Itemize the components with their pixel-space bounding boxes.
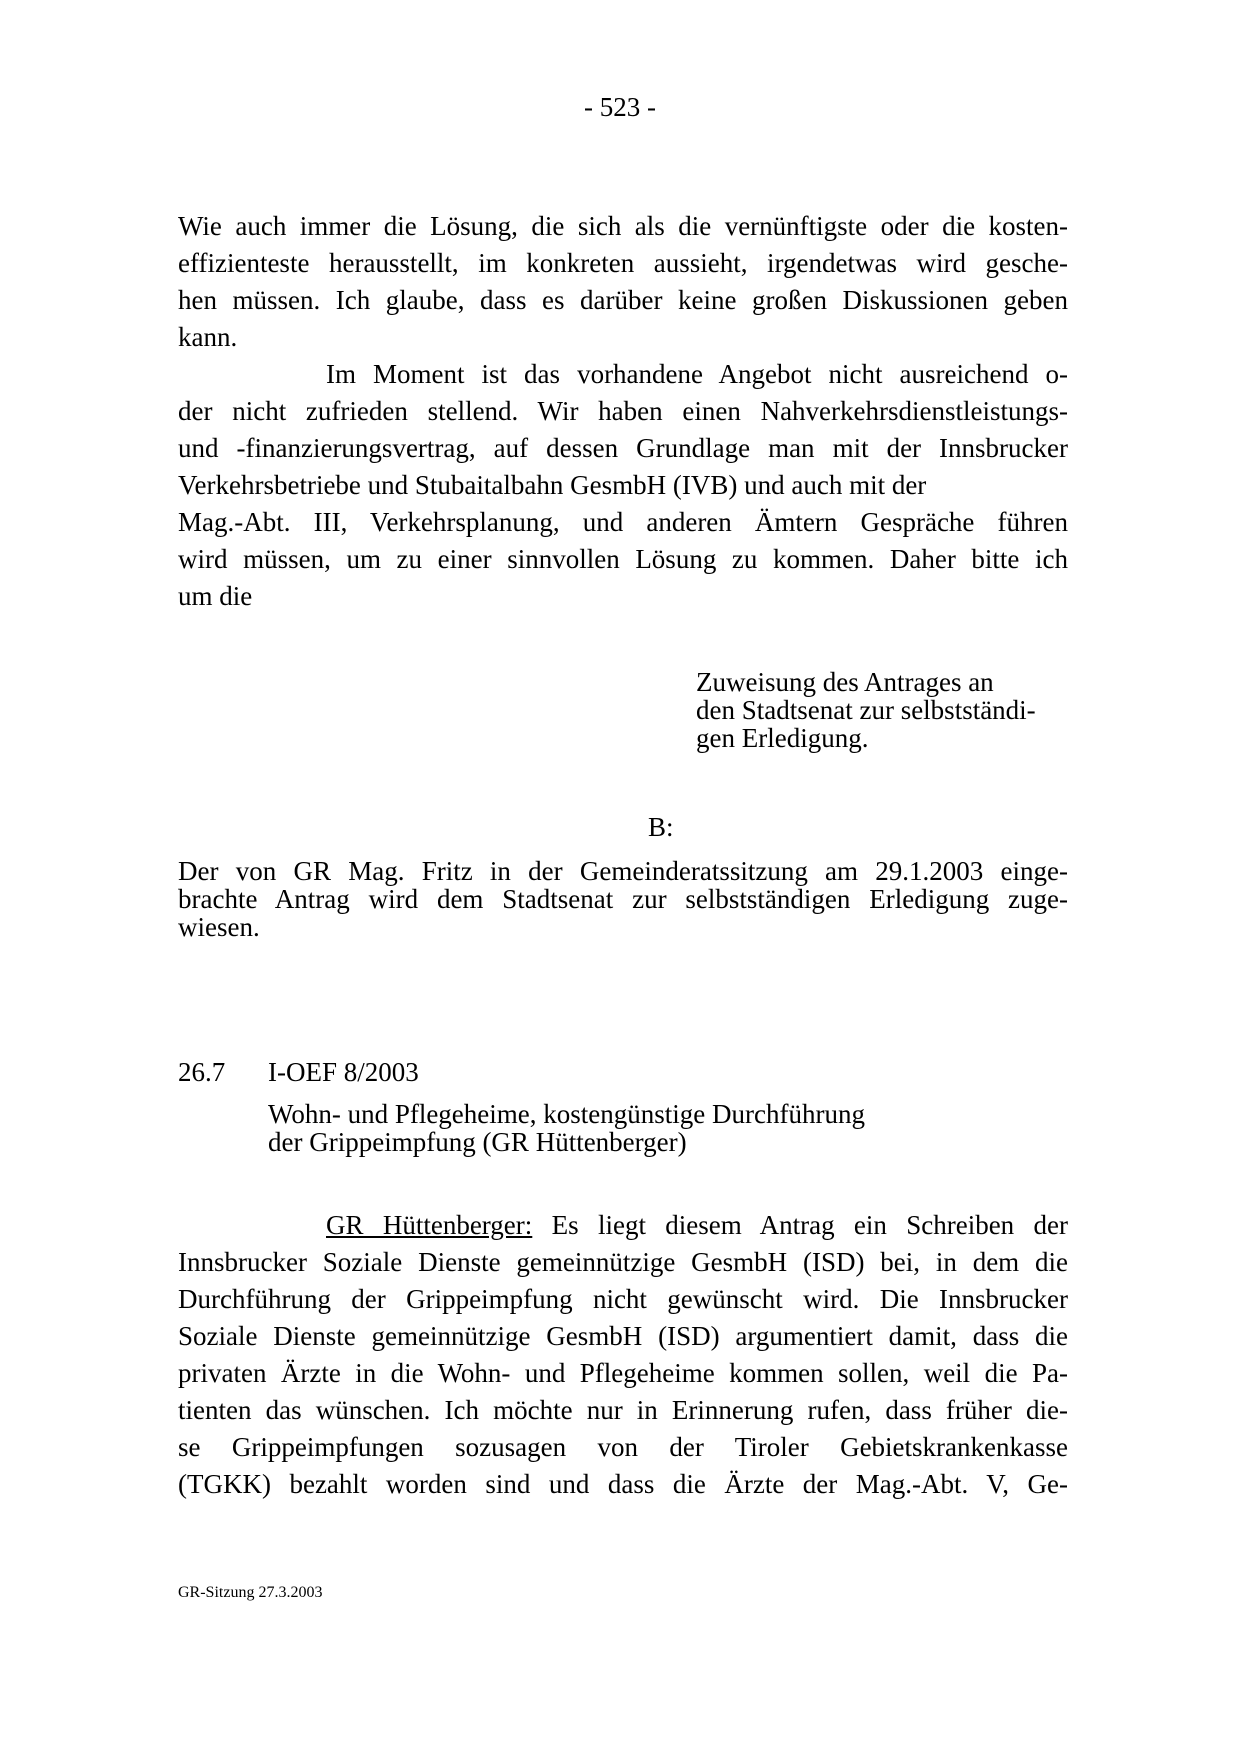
item-title: [268, 1100, 865, 1156]
text-line: wiesen.: [178, 912, 260, 942]
text-line: (TGKK) bezahlt worden sind und dass die Ärzte der Mag.-Abt. V, Ge-: [178, 1469, 1068, 1499]
text-line: der nicht zufrieden stellend. Wir haben einen Nahverkehrsdienstleistungs-: [178, 396, 1068, 426]
text-line: privaten Ärzte in die Wohn- und Pflegeheime kommen sollen, weil die Pa-: [178, 1358, 1068, 1388]
text-line: Zuweisung des Antrages an: [696, 667, 994, 697]
text-line: Wohn- und Pflegeheime, kostengünstige Durchführung: [268, 1099, 865, 1129]
paragraph-2: [178, 356, 1068, 615]
paragraph-1: [178, 208, 1068, 356]
footer: GR-Sitzung 27.3.2003: [178, 1584, 323, 1601]
text-line: gen Erledigung.: [696, 723, 869, 753]
text-line: Verkehrsbetriebe und Stubaitalbahn GesmbH (IVB) und auch mit der: [178, 470, 927, 500]
text-line: Wie auch immer die Lösung, die sich als die vernünftigste oder die kosten-: [178, 211, 1068, 241]
section-b-label: B:: [648, 812, 674, 842]
text-line: und -finanzierungsvertrag, auf dessen Grundlage man mit der Innsbrucker: [178, 433, 1068, 463]
text-line: der Grippeimpfung (GR Hüttenberger): [268, 1127, 687, 1157]
text-line: wird müssen, um zu einer sinnvollen Lösung zu kommen. Daher bitte ich: [178, 544, 1068, 574]
item-number: 26.7: [178, 1057, 226, 1087]
text-line: [178, 1207, 1068, 1244]
text-line: Der von GR Mag. Fritz in der Gemeinderatssitzung am 29.1.2003 einge-: [178, 856, 1068, 886]
text-line: Mag.-Abt. III, Verkehrsplanung, und anderen Ämtern Gespräche führen: [178, 507, 1068, 537]
text-line-content: Es liegt diesem Antrag ein Schreiben der: [532, 1210, 1068, 1240]
text-line: um die: [178, 581, 253, 611]
text-line: tienten das wünschen. Ich möchte nur in Erinnerung rufen, dass früher die-: [178, 1395, 1068, 1425]
text-line: Innsbrucker Soziale Dienste gemeinnützige GesmbH (ISD) bei, in dem die: [178, 1247, 1068, 1277]
speaker-name: GR Hüttenberger:: [326, 1210, 533, 1240]
text-line: Durchführung der Grippeimpfung nicht gewünscht wird. Die Innsbrucker: [178, 1284, 1068, 1314]
text-line: den Stadtsenat zur selbstständi-: [696, 695, 1036, 725]
text-line: brachte Antrag wird dem Stadtsenat zur selbstständigen Erledigung zuge-: [178, 884, 1068, 914]
text-line: effizienteste herausstellt, im konkreten aussieht, irgendetwas wird gesche-: [178, 248, 1068, 278]
speech-paragraph: [178, 1207, 1068, 1503]
item-code: I-OEF 8/2003: [268, 1057, 419, 1087]
motion-request: [696, 668, 1076, 752]
text-line: se Grippeimpfungen sozusagen von der Tiroler Gebietskrankenkasse: [178, 1432, 1068, 1462]
page-number: - 523 -: [584, 92, 656, 122]
text-line: [178, 356, 1068, 393]
decision-text: [178, 857, 1068, 941]
text-line-content: Im Moment ist das vorhandene Angebot nicht ausreichend o-: [326, 359, 1068, 389]
text-line: hen müssen. Ich glaube, dass es darüber keine großen Diskussionen geben: [178, 285, 1068, 315]
text-line: kann.: [178, 322, 238, 352]
text-line: Soziale Dienste gemeinnützige GesmbH (ISD) argumentiert damit, dass die: [178, 1321, 1068, 1351]
